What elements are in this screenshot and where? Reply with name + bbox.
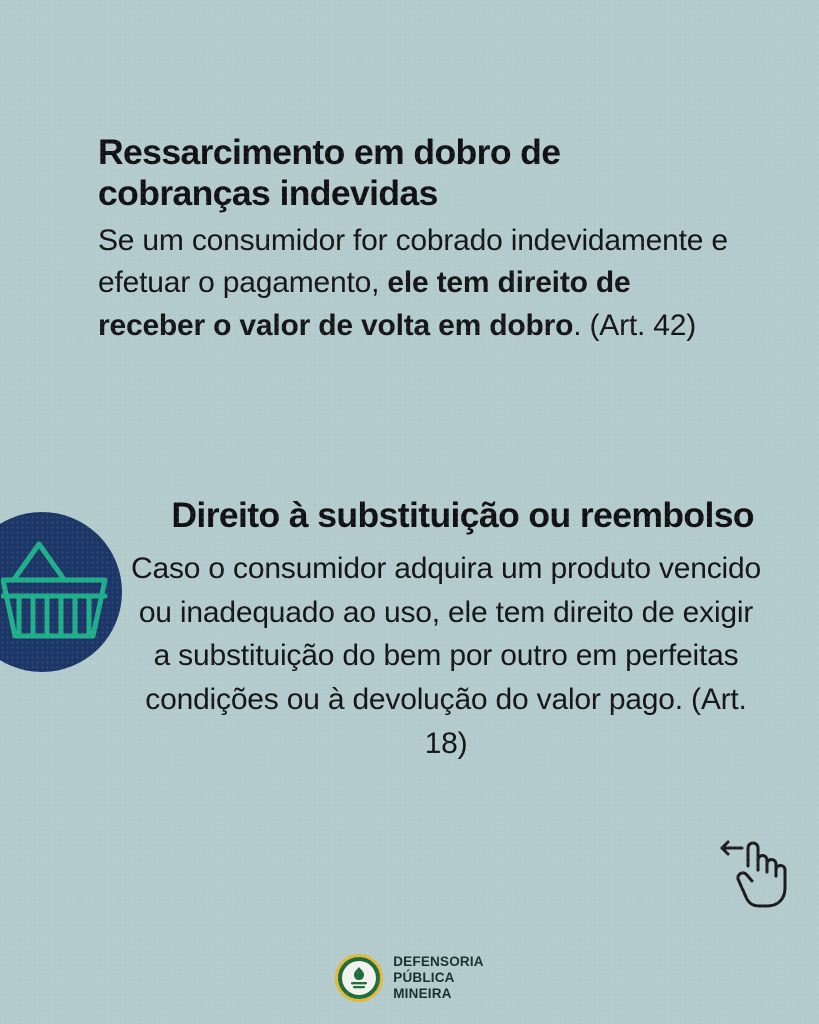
paragraph-segment-plain-1: Se um consumidor for cobrado indevidamente e efetuar o pagamento, (98, 223, 728, 300)
logo-line-1: DEFENSORIA (393, 954, 484, 970)
shopping-basket-icon (0, 512, 122, 672)
logo-line-2: PÚBLICA (393, 970, 455, 986)
paragraph-segment-plain-2: . (Art. 42) (573, 308, 697, 342)
logo-line-3: MINEIRA (393, 985, 452, 1001)
card-paragraph (98, 220, 738, 348)
pointing-hand-cursor-icon (718, 836, 792, 910)
paragraph-segment-bold: ele tem direito de receber o valor de volta em dobro (98, 266, 631, 342)
card-title: Ressarcimento em dobro de cobranças indevidas (98, 132, 561, 213)
card-substituicao (130, 495, 762, 766)
card-ressarcimento (98, 132, 746, 347)
defensoria-seal-icon (335, 954, 383, 1002)
footer-logo (0, 954, 819, 1002)
card-paragraph: Caso o consumidor adquira um produto vencido ou inadequado ao uso, ele tem direito de exigir a substituição do bem por outro em perfeitas condições ou à devolução do valor pago. (Art. 18) (131, 551, 761, 761)
card-title: Direito à substituição ou reembolso (171, 495, 754, 535)
logo-wordmark (393, 954, 484, 1002)
